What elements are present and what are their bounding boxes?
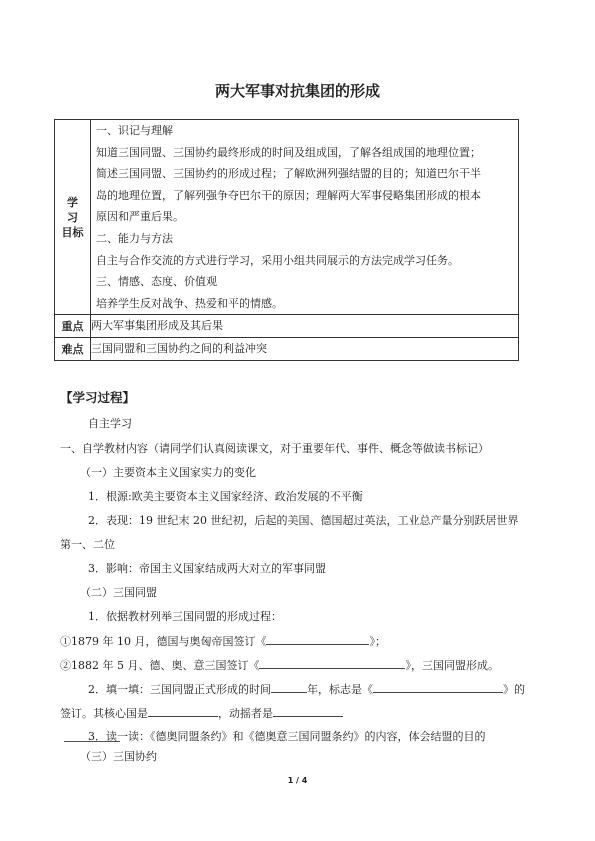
section2-sub1	[60, 634, 386, 649]
item2-text-a: 2．填一填：三国同盟正式形成的时间	[88, 683, 271, 696]
section1-title: （一）主要资本主义国家实力的变化	[80, 466, 256, 479]
core-country-blank[interactable]	[148, 706, 218, 717]
page-title: 两大军事对抗集团的形成	[214, 82, 380, 100]
year-blank[interactable]	[271, 682, 307, 693]
objective-line: 二、能力与方法	[96, 231, 173, 245]
item2-text-d: 签订。其核心国是	[60, 707, 148, 720]
section3-title: （三）三国协约	[80, 750, 157, 763]
treaty-blank-2[interactable]	[259, 658, 405, 669]
treaty-blank-1[interactable]	[266, 634, 369, 645]
objective-line: 自主与合作交流的方式进行学习，采用小组共同展示的方法完成学习任务。	[96, 253, 459, 267]
section1-item2: 2．表现：19 世纪末 20 世纪初，后起的美国、德国超过英法，工业总产量分别跃居世界	[88, 514, 519, 527]
objective-line: 简述三国同盟、三国协约的形成过程；了解欧洲列强结盟的目的；知道巴尔干半	[96, 167, 481, 181]
wavering-country-blank[interactable]	[273, 706, 343, 717]
page-number: 1 / 4	[287, 776, 308, 785]
section2-item2	[88, 682, 525, 697]
section1-item3: 3．影响：帝国主义国家结成两大对立的军事同盟	[88, 562, 326, 575]
objective-line: 知道三国同盟、三国协约最终形成的时间及组成国，了解各组成国的地理位置；	[96, 145, 481, 159]
item2-text-e: ，动摇者是	[218, 707, 273, 720]
section2-item2-cont	[60, 706, 343, 721]
section2-sub2	[60, 658, 499, 673]
section2-item1: 1．依据教材列举三国同盟的形成过程：	[88, 610, 282, 623]
section1-item1: 1．根源:欧美主要资本主义国家经济、政治发展的不平衡	[88, 490, 363, 503]
objective-line: 培养学生反对战争、热爱和平的情感。	[96, 296, 283, 310]
objectives-label-line: 目标	[61, 225, 84, 239]
symbol-blank[interactable]	[373, 682, 503, 693]
item2-text-c: 》的	[503, 683, 525, 696]
objective-line: 原因和严重后果。	[96, 210, 184, 224]
objective-line: 三、情感、态度、价值观	[96, 275, 217, 289]
instruction-line: 一、自学教材内容（请同学们认真阅读课文，对于重要年代、事件、概念等做读书标记）	[60, 442, 489, 455]
answer-blank-line[interactable]	[64, 741, 120, 742]
sub2-text-b: 》，三国同盟形成。	[405, 659, 499, 672]
difficulty-text: 三国同盟和三国协约之间的利益冲突	[91, 338, 519, 361]
sub1-text-b: 》；	[369, 635, 386, 648]
objective-line: 一、识记与理解	[96, 124, 173, 137]
objectives-label-cell	[55, 120, 91, 315]
sub2-text-a: ②1882 年 5 月、德、奥、意三国签订《	[60, 659, 260, 672]
difficulty-label: 难点	[55, 338, 91, 361]
section2-item3: 3．读一读：《德奥同盟条约》和《德奥意三国同盟条约》的内容，体会结盟的目的	[88, 730, 486, 743]
objectives-table	[54, 119, 519, 361]
objective-line: 岛的地理位置，了解列强争夺巴尔干的原因；理解两大军事侵略集团形成的根本	[96, 188, 481, 202]
process-heading: 【学习过程】	[60, 390, 136, 405]
key-point-label: 重点	[55, 315, 91, 338]
objectives-label	[61, 195, 85, 240]
item2-text-b: 年，标志是《	[307, 683, 373, 696]
key-point-text: 两大军事集团形成及其后果	[91, 315, 519, 338]
sub1-text-a: ①1879 年 10 月，德国与奥匈帝国签订《	[60, 635, 267, 648]
objectives-content	[91, 120, 519, 315]
self-study-label: 自主学习	[88, 417, 132, 430]
objectives-label-line: 习	[67, 210, 78, 224]
section2-title: （二）三国同盟	[80, 586, 157, 599]
objectives-label-line: 学	[67, 195, 78, 209]
section1-item2-cont: 第一、二位	[60, 538, 115, 551]
